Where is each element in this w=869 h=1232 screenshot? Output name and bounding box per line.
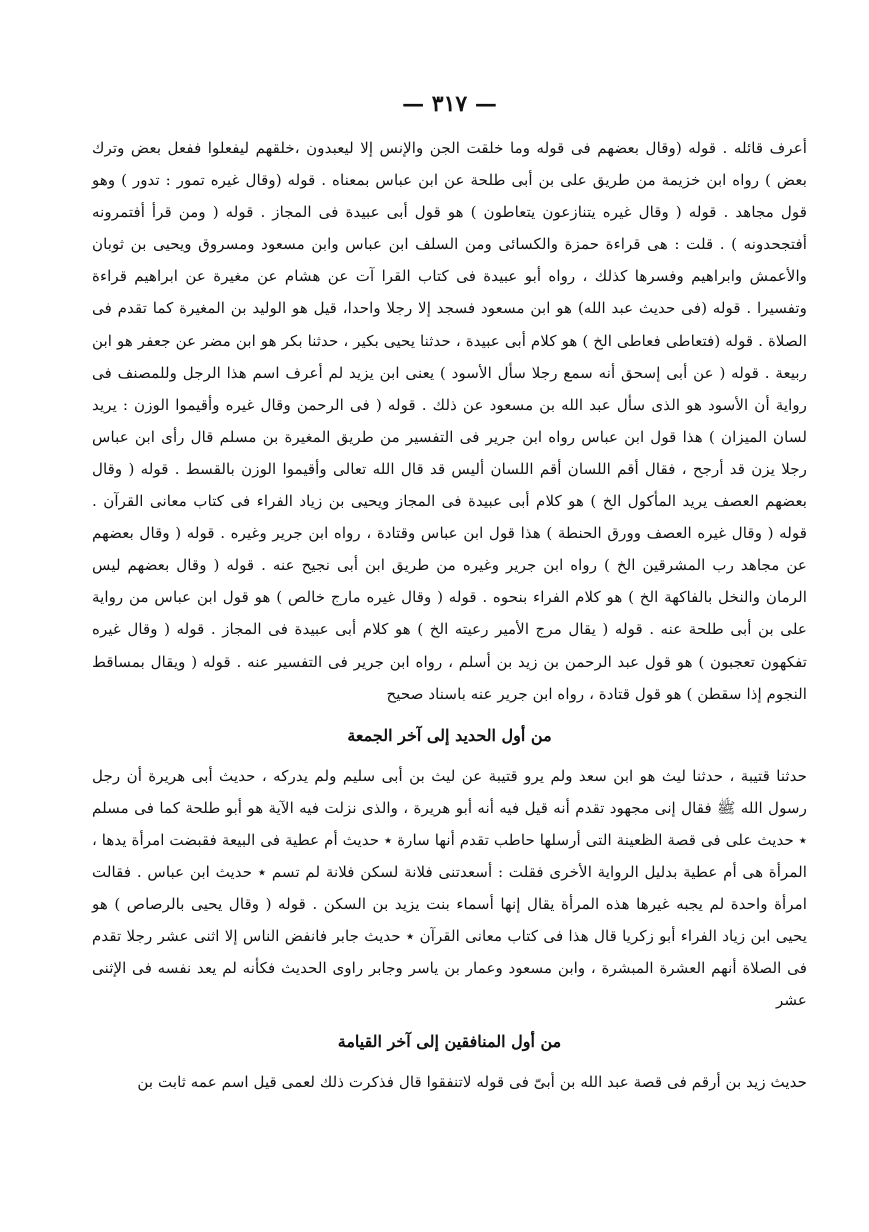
- commentary-paragraph-top: أعرف قائله . قوله (وقال بعضهم فى قوله وما خلقت الجن والإنس إلا ليعبدون ،خلقهم ليفعلوا ففعل بعض وترك بعض ) رواه ابن خزيمة من طريق على بن أبى طلحة عن ابن عباس بمعناه . قوله (وقال غيره تمور : تدور ) وهو قول مجاهد . قوله ( وقال غيره يتنازعون يتعاطون ) هو قول أبى عبيدة فى المجاز . قوله ( ومن قرأ أفتمرونه أفتجحدونه ) . قلت : هى قراءة حمزة والكسائى ومن السلف ابن عباس وابن مسعود ومسروق ويحيى بن ثوبان والأعمش وابراهيم وفسرها كذلك ، رواه أبو عبيدة فى كتاب القرا آت عن هشام عن مغيرة عن ابراهيم قراءة وتفسيرا . قوله (فى حديث عبد الله) هو ابن مسعود فسجد إلا رجلا واحدا، قيل هو الوليد بن المغيرة كما تقدم فى الصلاة . قوله (فتعاطى فعاطى الخ ) هو كلام أبى عبيدة ، حدثنا يحيى بكير ، حدثنا بكر هو ابن مضر عن جعفر هو ابن ربيعة . قوله ( عن أبى إسحق أنه سمع رجلا سأل الأسود ) يعنى ابن يزيد لم أعرف اسم هذا الرجل وللمصنف فى رواية أن الأسود هو الذى سأل عبد الله بن مسعود عن ذلك . قوله ( فى الرحمن وقال غيره وأقيموا الوزن : يريد لسان الميزان ) هذا قول ابن عباس رواه ابن جرير فى التفسير من طريق المغيرة بن مسلم قال رأى ابن عباس رجلا يزن قد أرجح ، فقال أقم اللسان أقم اللسان أليس قد قال الله تعالى وأقيموا الوزن بالقسط . قوله ( وقال بعضهم العصف يريد المأكول الخ ) هو كلام أبى عبيدة فى المجاز ويحيى بن زياد الفراء فى كتاب معانى القرآن . قوله ( وقال غيره العصف وورق الحنطة ) هذا قول ابن عباس وقتادة ، رواه ابن جرير وغيره . قوله ( وقال بعضهم عن مجاهد رب المشرقين الخ ) رواه ابن جرير وغيره من طريق ابن أبى نجيح عنه . قوله ( وقال بعضهم ليس الرمان والنخل بالفاكهة الخ ) هو كلام الفراء بنحوه . قوله ( وقال غيره مارج خالص ) هو قول ابن عباس من رواية على بن أبى طلحة عنه . قوله ( يقال مرج الأمير رعيته الخ ) هو كلام أبى عبيدة فى المجاز . قوله ( وقال غيره تفكهون تعجبون ) هو قول عبد الرحمن بن زيد بن أسلم ، رواه ابن جرير فى التفسير عنه . قوله ( ويقال بمساقط النجوم إذا سقطن ) هو قول قتادة ، رواه ابن جرير عنه باسناد صحيح: [92, 139, 807, 703]
- section-heading-hadid-jumuah: من أول الحديد إلى آخر الجمعة: [347, 725, 552, 745]
- section-heading-munafiqun-qiyamah: من أول المنافقين إلى آخر القيامة: [337, 1032, 562, 1052]
- document-page: [92, 90, 807, 1200]
- commentary-paragraph-bottom: حديث زيد بن أرقم فى قصة عبد الله بن أبىّ فى قوله لاتنفقوا قال فذكرت ذلك لعمى قيل اسم عمه ثابت بن: [137, 1073, 807, 1092]
- commentary-paragraph-middle: حدثنا قتيبة ، حدثنا ليث هو ابن سعد ولم يرو قتيبة عن ليث بن أبى سليم ولم يدركه ، حديث أبى هريرة أن رجل رسول الله ﷺ فقال إنى مجهود تقدم أنه قيل فيه أنه أبو هريرة ، والذى نزلت فيه الآية هو أبو طلحة كما فى مسلم ٭ حديث على فى قصة الظعينة التى أرسلها حاطب تقدم أنها سارة ٭ حديث أم عطية فى البيعة فقبضت امرأة يدها ، المرأة هى أم عطية بدليل الرواية الأخرى فقلت : أسعدتنى فلانة لسكن فلانة لم تسم ٭ حديث ابن عباس . فقالت امرأة واحدة لم يجبه غيرها هذه المرأة يقال إنها أسماء بنت يزيد بن السكن . قوله ( وقال يحيى بالرصاص ) هو يحيى ابن زياد الفراء أبو زكريا قال هذا فى كتاب معانى القرآن ٭ حديث جابر فانفض الناس إلا اثنى عشر رجلا تقدم فى الصلاة أنهم العشرة المبشرة ، وابن مسعود وعمار بن ياسر وجابر راوى الحديث فكأنه لم يعد نفسه فى الإثنى عشر: [92, 766, 807, 1010]
- page-number: — ٣١٧ —: [402, 91, 497, 117]
